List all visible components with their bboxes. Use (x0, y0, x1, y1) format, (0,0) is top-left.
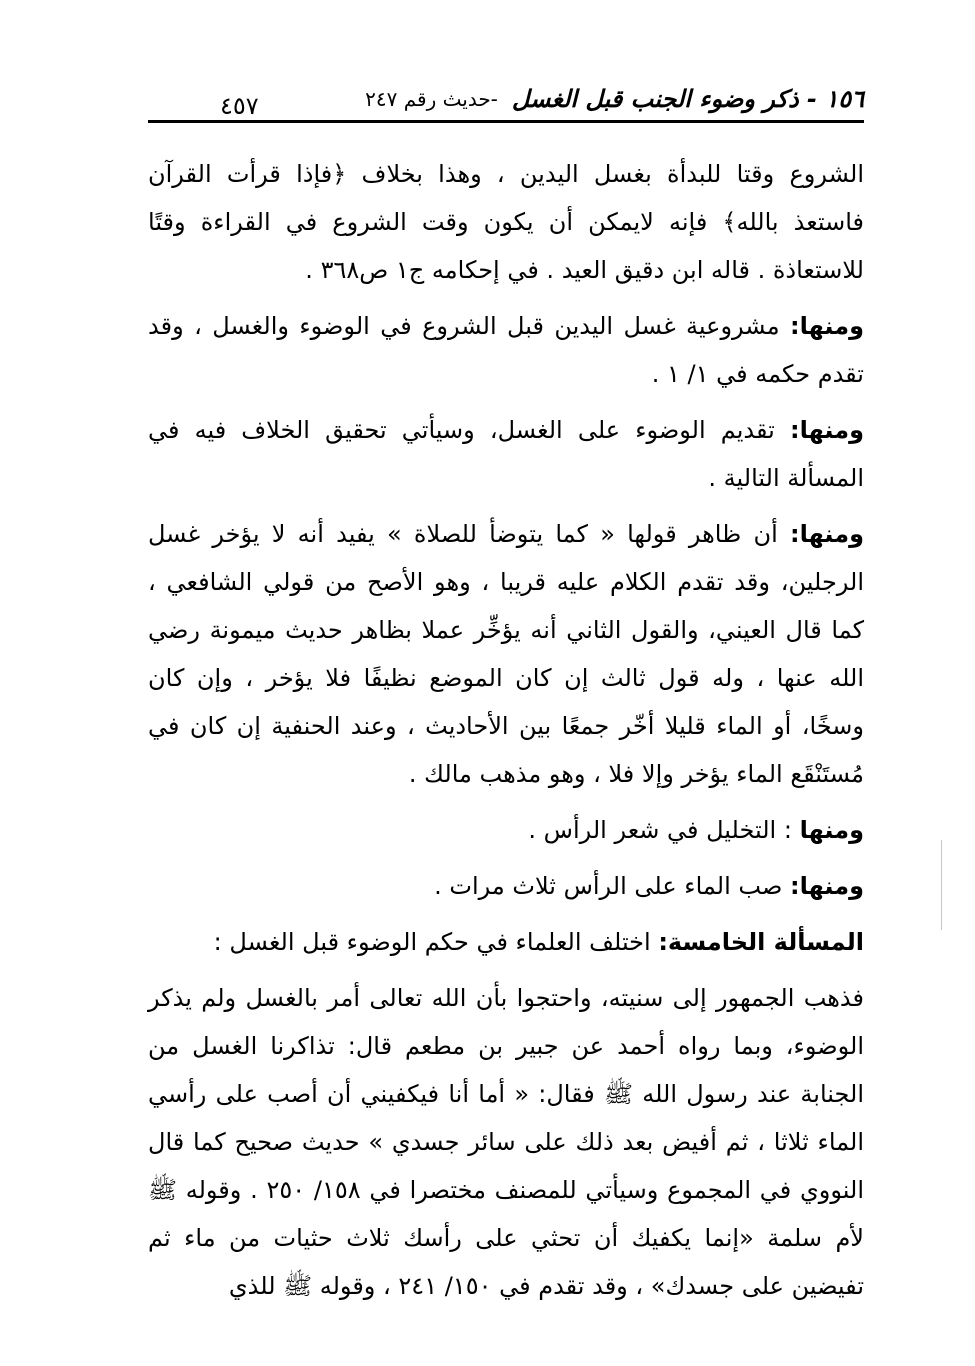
paragraph-lead: ومنها: (789, 520, 864, 548)
section-title: المسألة الخامسة: (658, 928, 864, 956)
paragraph-lead: ومنها: (789, 416, 864, 444)
paragraph (148, 974, 864, 1310)
paragraph-text: أن ظاهر قولها « كما يتوضأ للصلاة » يفيد أنه لا يؤخر غسل الرجلين، وقد تقدم الكلام عليه قريبا ، وهو الأصح من قولي الشافعي ، كما قال العيني، والقول الثاني أنه يؤخِّر عملا بظاهر حديث ميمونة رضي الله عنها ، وله قول ثالث إن كان الموضع نظيفًا فلا يؤخر ، وإن كان وسخًا، أو الماء قليلا أخّر جمعًا بين الأحاديث ، وعند الحنفية إن كان في مُستَنْقَع الماء يؤخر وإلا فلا ، وهو مذهب مالك . (148, 520, 864, 788)
main-text (148, 150, 864, 1318)
paragraph-text: تقديم الوضوء على الغسل، وسيأتي تحقيق الخلاف فيه في المسألة التالية . (148, 416, 864, 492)
paragraph-text: الشروع وقتا للبدأة بغسل اليدين ، وهذا بخلاف ﴿فإذا قرأت القرآن فاستعذ بالله﴾ فإنه لايمكن أن يكون وقت الشروع في القراءة وقتًا للاستعاذة . قاله ابن دقيق العيد . في إحكامه ج١ ص٣٦٨ . (148, 160, 864, 284)
paragraph (148, 302, 864, 398)
paragraph (148, 806, 864, 854)
scan-artifact-line (941, 840, 942, 930)
paragraph (148, 406, 864, 502)
section-heading-paragraph (148, 918, 864, 966)
paragraph-text: اختلف العلماء في حكم الوضوء قبل الغسل : (213, 928, 659, 956)
header-rule (148, 120, 864, 123)
page-number: ٤٥٧ (210, 92, 269, 120)
chapter-title: ١٥٦ - ذكر وضوء الجنب قبل الغسل (511, 85, 864, 113)
running-header (148, 82, 864, 122)
paragraph-text: صب الماء على الرأس ثلاث مرات . (434, 872, 790, 900)
paragraph (148, 150, 864, 294)
hadith-number: -حديث رقم ٢٤٧ (365, 87, 498, 111)
paragraph-lead: ومنها: (789, 872, 864, 900)
paragraph-text: مشروعية غسل اليدين قبل الشروع في الوضوء والغسل ، وقد تقدم حكمه في ١/ ١ . (148, 312, 864, 388)
paragraph (148, 510, 864, 798)
paragraph-text: فذهب الجمهور إلى سنيته، واحتجوا بأن الله تعالى أمر بالغسل ولم يذكر الوضوء، وبما رواه أحمد عن جبير بن مطعم قال: تذاكرنا الغسل من الجنابة عند رسول الله ﷺ فقال: « أما أنا فيكفيني أن أصب على رأسي الماء ثلاثا ، ثم أفيض بعد ذلك على سائر جسدي » حديث صحيح كما قال النووي في المجموع وسيأتي للمصنف مختصرا في ١٥٨/ ٢٥٠ . وقوله ﷺ لأم سلمة «إنما يكفيك أن تحثي على رأسك ثلاث حثيات من ماء ثم تفيضين على جسدك» ، وقد تقدم في ١٥٠/ ٢٤١ ، وقوله ﷺ للذي (148, 984, 864, 1300)
paragraph-lead: ومنها: (789, 312, 864, 340)
paragraph-text: : التخليل في شعر الرأس . (528, 816, 800, 844)
paragraph-lead: ومنها (799, 816, 864, 844)
paragraph (148, 862, 864, 910)
